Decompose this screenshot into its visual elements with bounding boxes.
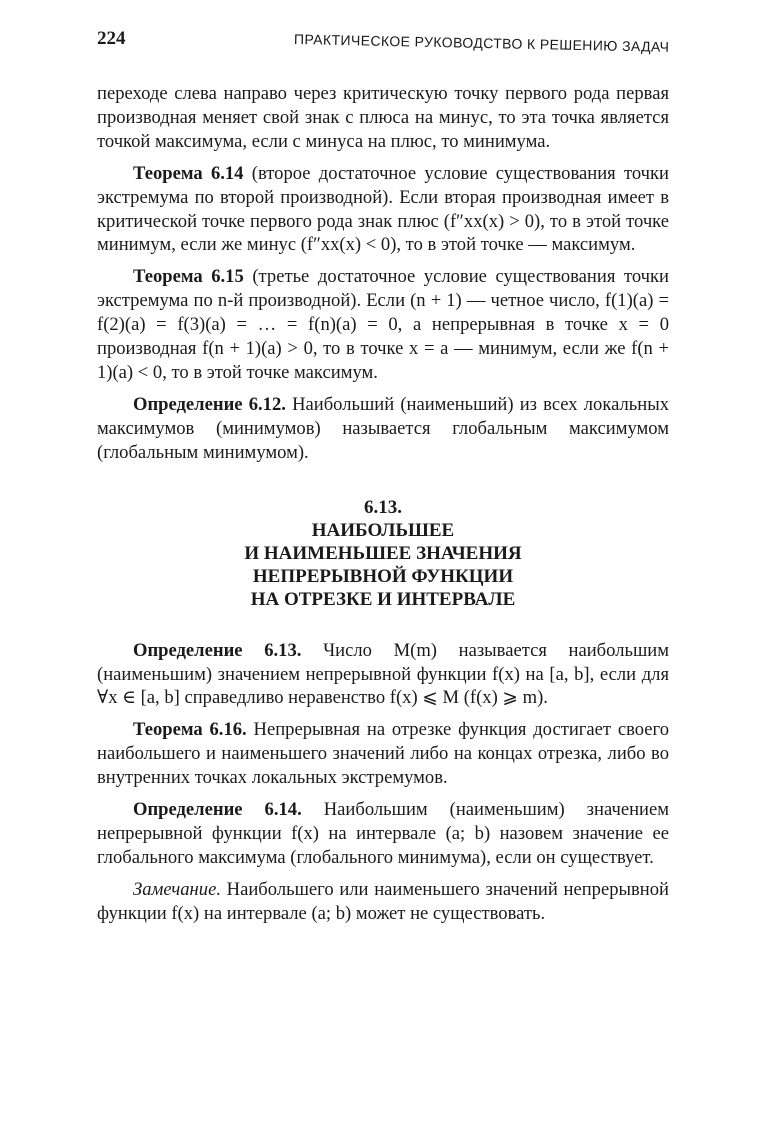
definition-text: Наибольшим (наименьшим) значением непрерывной функции f(x) на интервале (a; b) назовем значение ее глобального максимума (глобального минимума), если он существует. [97, 799, 669, 868]
definition-label: Определение 6.13. [133, 639, 302, 661]
theorem-text: Непрерывная на отрезке функция достигает своего наибольшего и наименьшего значений либо на концах отрезка, либо во внутренних точках локальных экстремумов. [97, 719, 670, 789]
remark-label: Замечание. [133, 878, 221, 900]
section-heading [97, 496, 669, 611]
definition-6-13 [97, 639, 669, 711]
section-title-line: НА ОТРЕЗКЕ И ИНТЕРВАЛЕ [250, 588, 516, 610]
definition-text: Наибольший (наименьший) из всех локальных максимумов (минимумов) называется глобальным максимумом (глобальным минимумом). [97, 393, 670, 463]
paragraph-continuation [97, 82, 669, 154]
section-number: 6.13. [364, 496, 402, 518]
theorem-label: Теорема 6.15 [133, 266, 244, 288]
theorem-text: (второе достаточное условие существования точки экстремума по второй производной). Если вторая производная имеет в критической точке первого рода знак плюс (f″xx(x) > 0), то в этой точке минимум, если же минус (f″xx(x) < 0), то в этой точке — максимум. [97, 162, 670, 256]
definition-6-12 [97, 393, 669, 465]
theorem-6-15 [97, 265, 669, 385]
paragraph-text: переходе слева направо через критическую точку первого рода первая производная меняет свой знак с плюса на минус, то эта точка является точкой максимума, если с минуса на плюс, то минимума. [97, 83, 669, 152]
page-number: 224 [97, 28, 126, 49]
running-title: ПРАКТИЧЕСКОЕ РУКОВОДСТВО К РЕШЕНИЮ ЗАДАЧ [293, 31, 670, 55]
theorem-label: Теорема 6.16. [133, 719, 247, 741]
definition-6-14 [97, 798, 669, 870]
theorem-6-14 [97, 162, 669, 258]
definition-text: Число M(m) называется наибольшим (наименьшим) значением непрерывной функции f(x) на [a, b], если для ∀x ∈ [a, b] справедливо неравенство f(x) ⩽ M (f(x) ⩾ m). [97, 639, 669, 709]
theorem-label: Теорема 6.14 [133, 162, 244, 184]
definition-label: Определение 6.12. [133, 393, 286, 415]
page-body [97, 82, 669, 926]
section-title-line: НАИБОЛЬШЕЕ [311, 519, 455, 541]
section-title-line: И НАИМЕНЬШЕЕ ЗНАЧЕНИЯ [244, 542, 522, 564]
section-title-line: НЕПРЕРЫВНОЙ ФУНКЦИИ [252, 565, 514, 587]
theorem-6-16 [97, 718, 669, 790]
theorem-text: (третье достаточное условие существования точки экстремума по n-й производной). Если (n + 1) — четное число, f(1)(a) = f(2)(a) = f(3)(a) = … = f(n)(a) = 0, а непрерывная в точке x = 0 производная f(n + 1)(a) > 0, то в точке x = a — минимум, если же f(n + 1)(a) < 0, то в этой точке максимум. [97, 266, 669, 383]
definition-label: Определение 6.14. [133, 799, 302, 821]
remark-text: Наибольшего или наименьшего значений непрерывной функции f(x) на интервале (a; b) может не существовать. [97, 878, 669, 924]
remark [97, 878, 669, 926]
page-header [97, 28, 669, 58]
